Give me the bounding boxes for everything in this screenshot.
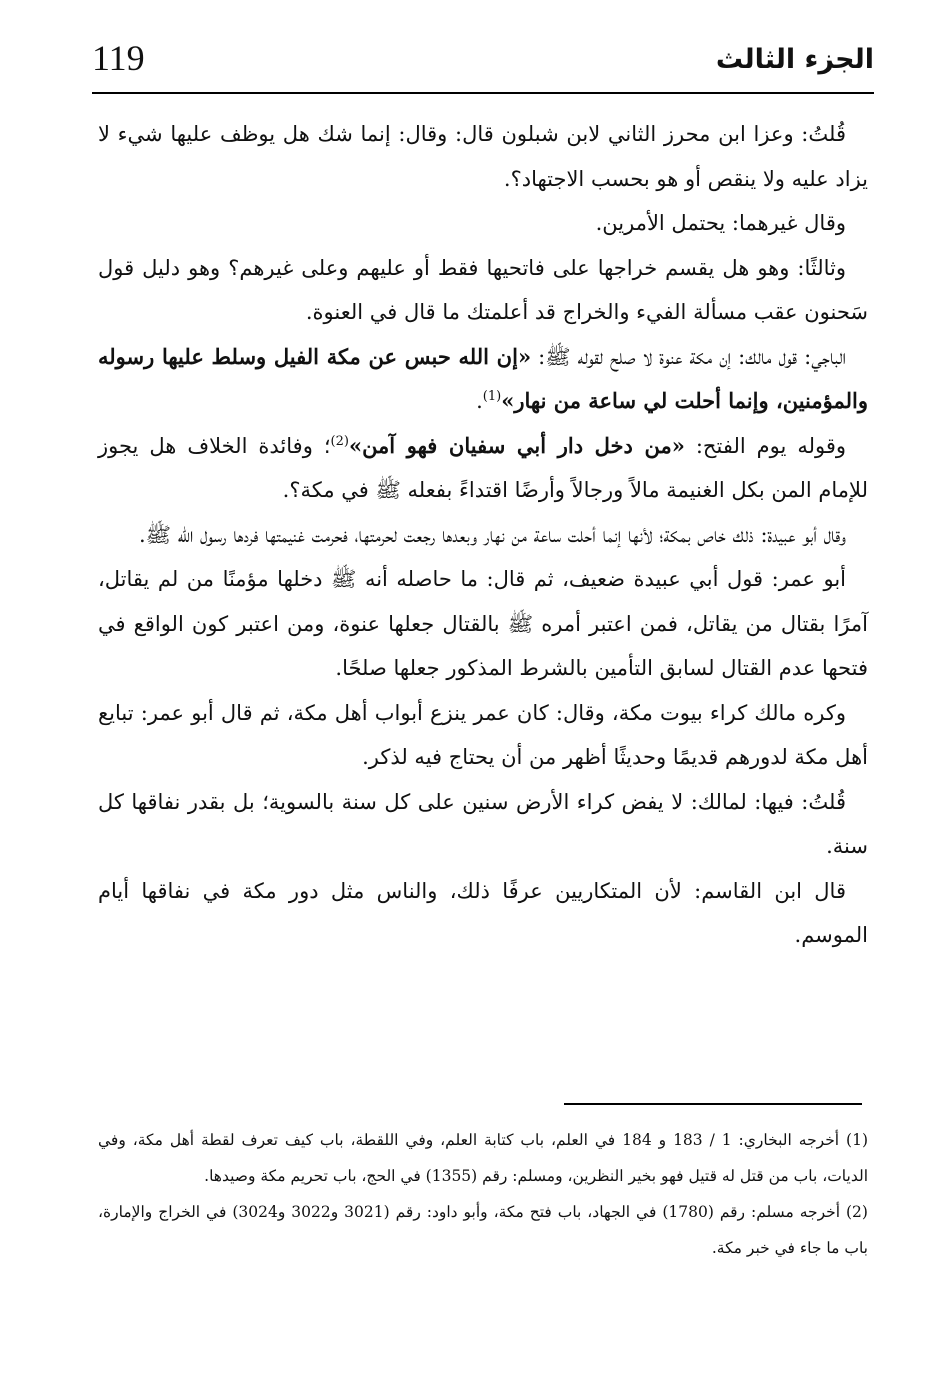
footnote-ref: (1) <box>482 389 502 404</box>
paragraph: وثالثًا: وهو هل يقسم خراجها على فاتحيها فقط أو عليهم وعلى غيرهم؟ وهو دليل قول سَحنون عقب مسألة الفيء والخراج قد أعلمتك ما قال في العنوة. <box>98 255 868 324</box>
paragraph: قُلتُ: وعزا ابن محرز الثاني لابن شبلون قال: وقال: إنما شك هل يوظف عليها شيء لا يزاد عليه ولا ينقص أو هو بحسب الاجتهاد؟. <box>98 122 868 191</box>
paragraph: وقال غيرهما: يحتمل الأمرين. <box>595 211 846 235</box>
page-number: 119 <box>92 38 145 78</box>
page-header <box>92 36 874 96</box>
footnotes <box>98 1122 868 1266</box>
paragraph: قُلتُ: فيها: لمالك: لا يفض كراء الأرض سنين على كل سنة بالسوية؛ بل بقدر نفاقها كل سنة. <box>98 789 868 858</box>
paragraph: قال ابن القاسم: لأن المتكاريين عرفًا ذلك، والناس مثل دور مكة في نفاقها أيام الموسم. <box>98 878 868 947</box>
paragraph: أبو عمر: قول أبي عبيدة ضعيف، ثم قال: ما حاصله أنه ﷺ دخلها مؤمنًا من لم يقاتل، آمرًا بقتال من يقاتل، فمن اعتبر أمره ﷺ بالقتال جعلها عنوة، ومن اعتبر كون الواقع في فتحها عدم القتال لسابق التأمين بالشرط المذكور جعلها صلحًا. <box>98 567 868 680</box>
footnote-ref: (2) <box>330 433 349 449</box>
footnote-rule <box>564 1103 862 1105</box>
footnote: (1) أخرجه البخاري: 1 / 183 و 184 في العلم، باب كتابة العلم، وفي اللقطة، باب كيف تعرف لقطة أهل مكة، وفي الديات، باب من قتل له قتيل فهو بخير النظرين، ومسلم: رقم (1355) في الحج، باب تحريم مكة وصيدها. <box>98 1131 869 1185</box>
paragraph <box>98 335 868 424</box>
body-text <box>98 112 868 958</box>
paragraph-text: ؛ وفائدة الخلاف هل يجوز للإمام المن بكل الغنيمة مالاً ورجالاً وأرضًا اقتداءً بفعله ﷺ في مكة؟. <box>98 433 868 502</box>
running-head: الجزء الثالث <box>715 44 874 75</box>
header-rule <box>92 92 874 94</box>
paragraph-text: الباجي: قول مالك: إن مكة عنوة لا صلح لقوله ﷺ: <box>531 344 846 369</box>
hadith-quote: «إن الله حبس عن مكة الفيل وسلط عليها رسوله والمؤمنين، وإنما أحلت لي ساعة من نهار» <box>98 343 868 413</box>
hadith-quote: «من دخل دار أبي سفيان فهو آمن» <box>348 432 685 458</box>
footnote: (2) أخرجه مسلم: رقم (1780) في الجهاد، باب فتح مكة، وأبو داود: رقم (3021 و3022 و3024) في الخراج والإمارة، باب ما جاء في خبر مكة. <box>98 1203 868 1257</box>
paragraph: وكره مالك كراء بيوت مكة، وقال: كان عمر ينزع أبواب أهل مكة، ثم قال أبو عمر: تبايع أهل مكة لدورهم قديمًا وحديثًا أظهر من أن يحتاج فيه لذكر. <box>98 700 868 769</box>
paragraph-text: وقوله يوم الفتح: <box>684 433 847 458</box>
paragraph: وقال أبو عبيدة: ذلك خاص بمكة؛ لأنها إنما أحلت ساعة من نهار وبعدها رجعت لحرمتها، فحرمت غنيمتها فردها رسول الله ﷺ. <box>138 522 846 547</box>
paragraph-text: . <box>476 389 483 413</box>
paragraph <box>98 424 868 513</box>
